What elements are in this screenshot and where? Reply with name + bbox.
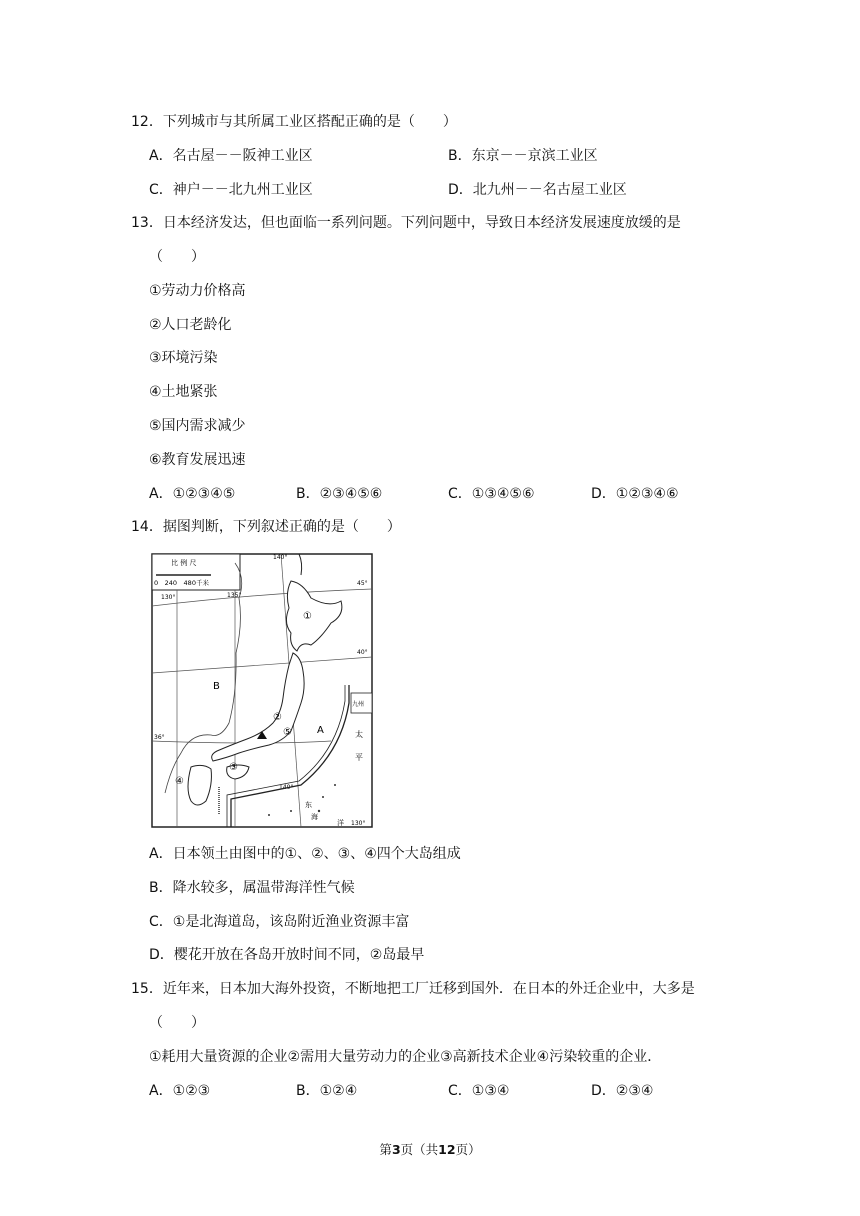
- q15-stem: 15．近年来，日本加大海外投资，不断地把工厂迁移到国外．在日本的外迁企业中，大多是: [131, 981, 695, 997]
- q14-option-d: D．樱花开放在各岛开放时间不同，②岛最早: [149, 947, 425, 963]
- q14-option-a: A．日本领土由图中的①、②、③、④四个大岛组成: [149, 846, 461, 862]
- q13-item-3: ③环境污染: [149, 350, 218, 366]
- q12-option-a: A．名古屋－－阪神工业区: [149, 148, 313, 164]
- sea-char-4: 海: [311, 813, 318, 821]
- q15-option-a: A．①②③: [149, 1083, 211, 1099]
- q13-item-2: ②人口老龄化: [149, 317, 232, 333]
- q12-option-c: C．神户－－北九州工业区: [149, 182, 313, 198]
- sea-char-3: 东: [305, 801, 312, 809]
- footer-prefix: 第: [379, 1142, 392, 1157]
- inset-label: 九州: [352, 701, 365, 708]
- q15-option-d: D．②③④: [591, 1083, 654, 1099]
- q13-option-c: C．①③④⑤⑥: [448, 486, 535, 502]
- map-lon-140-bottom: 140°: [279, 784, 294, 791]
- marker-4: ④: [175, 776, 184, 787]
- region-label-b: B: [213, 681, 220, 692]
- map-lat-40: 40°: [357, 649, 368, 656]
- map-lon-130-inset: 130°: [351, 820, 366, 827]
- map-lat-45: 45°: [357, 580, 368, 587]
- q13-option-b: B．②③④⑤⑥: [296, 486, 383, 502]
- map-lon-140-top: 140°: [273, 554, 288, 561]
- map-lat-36: 36°: [154, 734, 165, 741]
- q13-option-a: A．①②③④⑤: [149, 486, 236, 502]
- sea-char-2: 平: [355, 753, 363, 762]
- q15-paren: （ ）: [149, 1015, 205, 1031]
- map-scale-title: 比 例 尺: [171, 559, 197, 567]
- q14-option-c: C．①是北海道岛，该岛附近渔业资源丰富: [149, 914, 410, 930]
- marker-1: ①: [303, 611, 312, 622]
- q15-statement: ①耗用大量资源的企业②需用大量劳动力的企业③高新技术企业④污染较重的企业．: [149, 1049, 662, 1065]
- map-lon-130: 130°: [161, 594, 176, 601]
- region-label-a: A: [317, 725, 324, 736]
- marker-3: ③: [229, 762, 238, 773]
- q14-stem: 14．据图判断，下列叙述正确的是（ ）: [131, 519, 401, 535]
- q13-item-1: ①劳动力价格高: [149, 283, 246, 299]
- sea-char-1: 太: [355, 730, 363, 739]
- q12-option-b: B．东京－－京滨工业区: [448, 148, 598, 164]
- page-footer: [0, 1140, 860, 1158]
- q14-option-b: B．降水较多，属温带海洋性气候: [149, 880, 355, 896]
- footer-page-number: 3: [391, 1142, 401, 1157]
- q13-option-d: D．①②③④⑥: [591, 486, 679, 502]
- q13-paren: （ ）: [149, 249, 205, 265]
- q15-option-c: C．①③④: [448, 1083, 510, 1099]
- marker-2: ②: [273, 712, 282, 723]
- map-scale-values: 0 240 480千米: [154, 579, 209, 587]
- footer-total-pages: 12: [438, 1142, 456, 1157]
- marker-5: ⑤: [283, 727, 292, 738]
- sea-char-5: 洋: [337, 819, 344, 827]
- q13-stem: 13．日本经济发达，但也面临一系列问题。下列问题中，导致日本经济发展速度放缓的是: [131, 215, 681, 231]
- footer-suffix: 页）: [455, 1142, 481, 1157]
- japan-map-figure: [151, 553, 373, 828]
- q12-option-d: D．北九州－－名古屋工业区: [448, 182, 627, 198]
- q13-item-6: ⑥教育发展迅速: [149, 452, 246, 468]
- q13-item-5: ⑤国内需求减少: [149, 418, 246, 434]
- footer-mid: 页（共: [400, 1142, 439, 1157]
- map-lon-135: 135°: [227, 592, 242, 599]
- q13-item-4: ④土地紧张: [149, 384, 218, 400]
- q15-option-b: B．①②④: [296, 1083, 358, 1099]
- q12-stem: 12．下列城市与其所属工业区搭配正确的是（ ）: [131, 114, 457, 130]
